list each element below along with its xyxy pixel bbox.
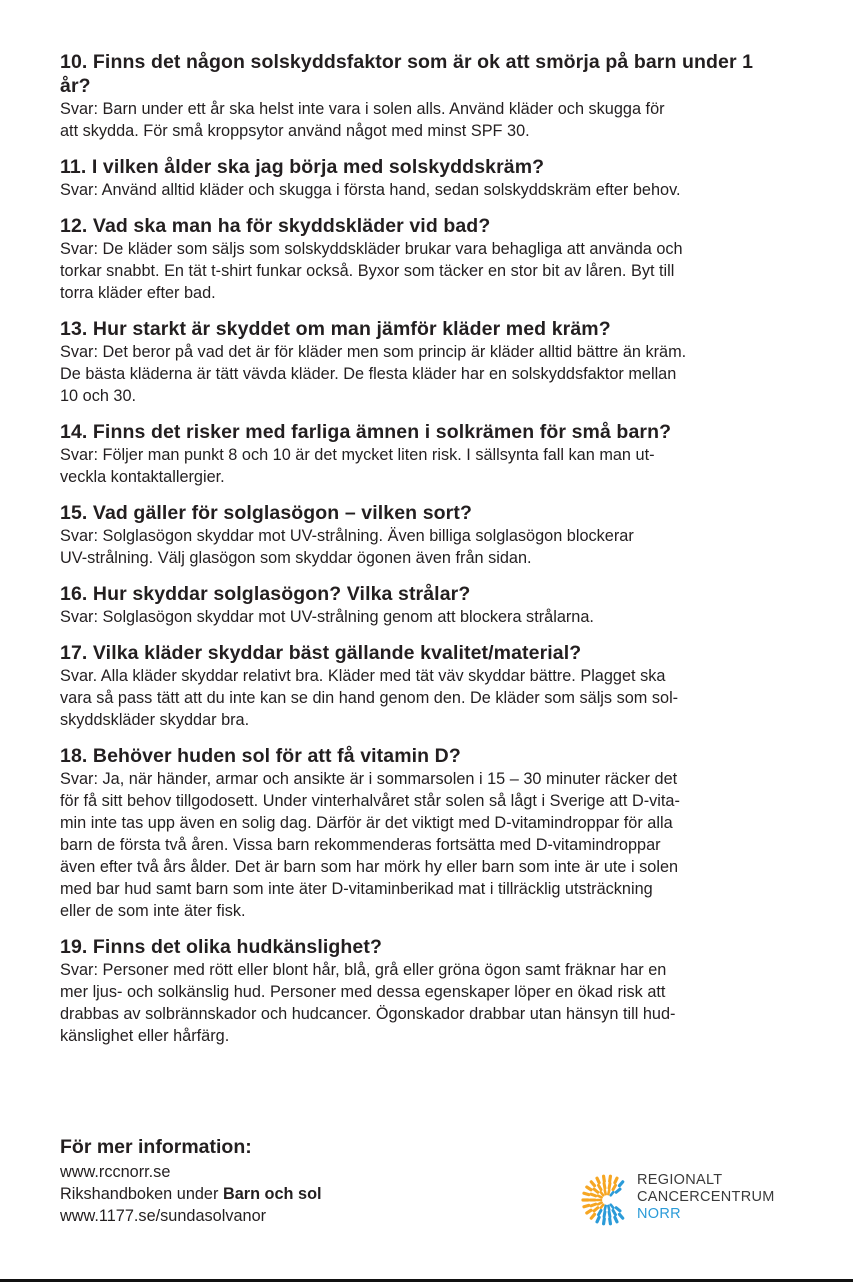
logo-ray — [601, 1205, 603, 1208]
logo-line-norr: NORR — [637, 1206, 681, 1222]
answer: Svar: Ja, när händer, armar och ansikte är i sommarsolen i 15 – 30 minuter räcker det för få sitt behov tillgodosett. Under vinterhalvåret står solen så lågt i Sverige att D-vita- min inte tas upp även en solig dag. Därför är det viktigt med D-vitamindroppar för alla barn de första två åren. Vissa barn rekommenderas fortsätta med D-vitamindroppar även efter två års ålder. Det är barn som har mörk hy eller barn som inte är ute i solen med bar hud samt barn som inte äter D-vitaminberikad mat i tillräcklig utsträckning eller de som inte äter fisk. — [60, 770, 680, 920]
faq-item-15 — [60, 501, 770, 569]
faq-item-18 — [60, 744, 770, 922]
rcc-norr-logo — [581, 1170, 781, 1228]
rikshandboken-line — [60, 1183, 480, 1205]
faq-item-19 — [60, 935, 770, 1047]
faq-item-13 — [60, 317, 770, 407]
logo-ray — [604, 1212, 605, 1217]
more-info — [60, 1135, 480, 1227]
answer: Svar: Det beror på vad det är för kläder men som princip är kläder alltid bättre än kräm. De bästa kläderna är tätt vävda kläder. De flesta kläder har en solskyddsfaktor mellan 10 och 30. — [60, 343, 687, 405]
question: 16. Hur skyddar solglasögon? Vilka strålar? — [60, 583, 471, 605]
logo-ray — [613, 1210, 616, 1214]
logo-ray — [619, 1182, 622, 1186]
faq-item-10 — [60, 50, 770, 142]
question: 12. Vad ska man ha för skyddskläder vid bad? — [60, 215, 491, 237]
question: 19. Finns det olika hudkänslighet? — [60, 936, 382, 958]
sunburst-c-logo-icon — [581, 1170, 633, 1228]
faq-item-17 — [60, 641, 770, 731]
logo-ray — [604, 1176, 605, 1181]
logo-ray — [604, 1219, 605, 1224]
logo-ray — [591, 1194, 596, 1196]
logo-ray — [599, 1210, 602, 1214]
logo-ray — [597, 1178, 599, 1183]
logo-ray — [598, 1196, 602, 1198]
logo-ray — [598, 1203, 602, 1205]
answer: Svar. Alla kläder skyddar relativt bra. Kläder med tät väv skyddar bättre. Plagget ska vara så pass tätt att du inte kan se din hand genom den. De kläder som säljs som sol- skyddskläder skyddar bra. — [60, 667, 679, 729]
logo-ray — [610, 1219, 611, 1224]
answer: Svar: Följer man punkt 8 och 10 är det mycket liten risk. I sällsynta fall kan man ut- veckla kontaktallergier. — [60, 446, 655, 486]
bottom-divider — [0, 1279, 853, 1282]
answer: Svar: Barn under ett år ska helst inte vara i solen alls. Använd kläder och skugga för att skydda. För små kroppsytor använd något med minst SPF 30. — [60, 100, 665, 140]
logo-ray — [604, 1183, 605, 1188]
logo-text — [637, 1172, 775, 1223]
logo-ray — [601, 1192, 603, 1195]
logo-ray — [594, 1189, 598, 1192]
logo-ray — [610, 1176, 611, 1181]
answer: Svar: De kläder som säljs som solskyddskläder brukar vara behagliga att använda och torkar snabbt. En tät t-shirt funkar också. Byxor som täcker en stor bit av låren. Byt till torra kläder efter bad. — [60, 240, 683, 302]
logo-ray — [611, 1192, 613, 1195]
logo-ray — [615, 1178, 617, 1183]
logo-ray — [609, 1183, 610, 1188]
answer: Svar: Personer med rött eller blont hår, blå, grå eller gröna ögon samt fräknar har en mer ljus- och solkänslig hud. Personer med dessa egenskaper löper en ökad risk att drabbas av solbrännskador och hudcancer. Ögonskador drabbar utan hänsyn till hud- känslighet eller hårfärg. — [60, 961, 676, 1045]
logo-ray — [597, 1217, 599, 1222]
question: 10. Finns det någon solskyddsfaktor som är ok att smörja på barn under 1 år? — [60, 51, 754, 97]
logo-ray — [611, 1205, 613, 1208]
faq-list — [60, 50, 770, 1060]
link-1177[interactable]: www.1177.se/sundasolvanor — [60, 1207, 267, 1225]
question: 13. Hur starkt är skyddet om man jämför kläder med kräm? — [60, 318, 611, 340]
logo-ray — [608, 1190, 609, 1194]
logo-ray — [591, 1214, 594, 1218]
question: 15. Vad gäller för solglasögon – vilken sort? — [60, 502, 472, 524]
logo-ray — [591, 1182, 594, 1186]
barn-och-sol-text: Barn och sol — [222, 1185, 322, 1203]
answer: Svar: Solglasögon skyddar mot UV-strålning genom att blockera strålarna. — [60, 608, 594, 626]
logo-ray — [615, 1217, 617, 1222]
logo-line-regionalt: REGIONALT — [637, 1172, 723, 1188]
faq-item-11 — [60, 155, 770, 201]
logo-ray — [605, 1206, 606, 1210]
question: 11. I vilken ålder ska jag börja med solskyddskräm? — [60, 156, 545, 178]
faq-item-16 — [60, 582, 770, 628]
link-rccnorr[interactable]: www.rccnorr.se — [60, 1163, 171, 1181]
question: 18. Behöver huden sol för att få vitamin D? — [60, 745, 461, 767]
logo-ray — [616, 1189, 620, 1192]
logo-ray — [584, 1193, 589, 1194]
logo-ray — [609, 1212, 610, 1217]
more-info-title: För mer information: — [60, 1136, 252, 1158]
logo-ray — [594, 1208, 598, 1211]
logo-ray — [587, 1187, 591, 1190]
answer: Svar: Solglasögon skyddar mot UV-strålning. Även billiga solglasögon blockerar UV-strålning. Välj glasögon som skyddar ögonen även från sidan. — [60, 527, 634, 567]
logo-ray — [619, 1214, 622, 1218]
logo-ray — [587, 1210, 591, 1213]
faq-item-14 — [60, 420, 770, 488]
rikshandboken-text: Rikshandboken under — [60, 1185, 223, 1203]
logo-line-cancercentrum: CANCERCENTRUM — [637, 1189, 775, 1205]
logo-ray — [599, 1185, 602, 1189]
logo-ray — [608, 1206, 609, 1210]
logo-ray — [584, 1205, 589, 1206]
question: 14. Finns det risker med farliga ämnen i solkrämen för små barn? — [60, 421, 672, 443]
logo-ray — [605, 1190, 606, 1194]
logo-ray — [591, 1204, 596, 1206]
question: 17. Vilka kläder skyddar bäst gällande kvalitet/material? — [60, 642, 582, 664]
answer: Svar: Använd alltid kläder och skugga i första hand, sedan solskyddskräm efter behov. — [60, 181, 681, 199]
logo-ray — [616, 1208, 620, 1211]
logo-ray — [613, 1185, 616, 1189]
faq-item-12 — [60, 214, 770, 304]
